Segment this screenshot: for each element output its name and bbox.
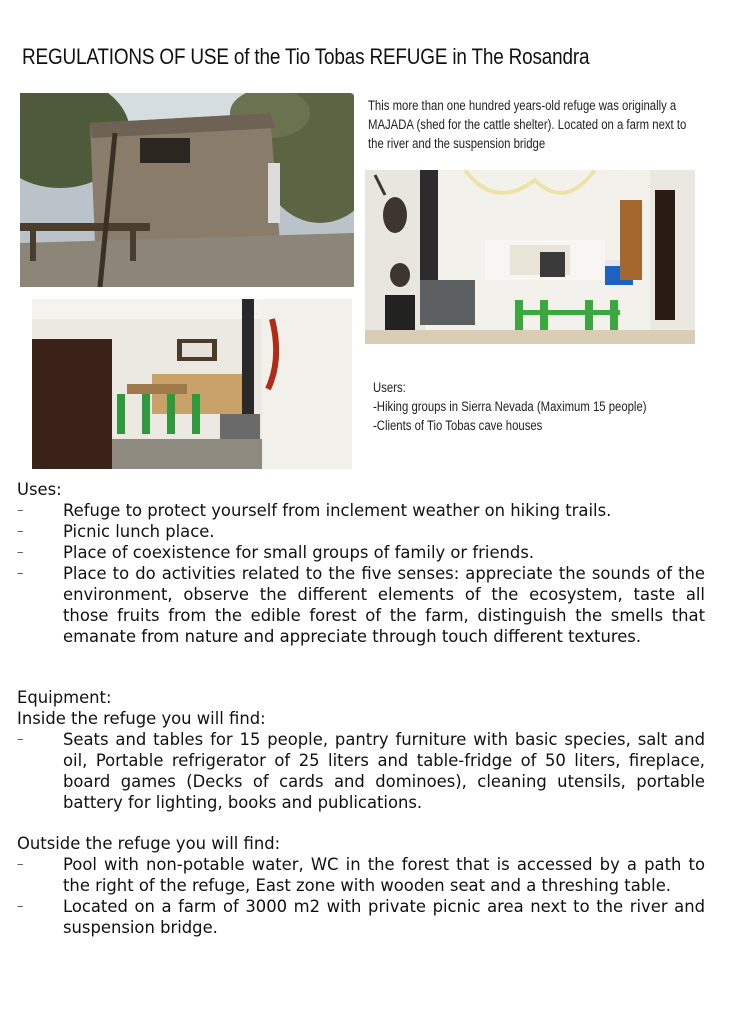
list-item xyxy=(17,896,705,938)
list-item-text: Place of coexistence for small groups of family or friends. xyxy=(63,543,535,562)
equipment-heading: Equipment: xyxy=(17,688,112,707)
users-block xyxy=(373,378,709,435)
uses-heading: Uses: xyxy=(17,480,62,499)
list-item-text: Pool with non-potable water, WC in the forest that is accessed by a path to the right of the refuge, East zone with wooden seat and a threshing table. xyxy=(63,855,705,895)
uses-list xyxy=(17,500,705,647)
list-item-text: Seats and tables for 15 people, pantry furniture with basic species, salt and oil, Portable refrigerator of 25 liters and table-fridge of 50 liters, fireplace, board games (Decks of cards and dominoes), cleaning utensils, portable battery for lighting, books and publications. xyxy=(63,730,705,812)
list-item xyxy=(17,563,705,647)
list-item xyxy=(17,521,705,542)
list-item-text: Picnic lunch place. xyxy=(63,522,215,541)
list-item-text: Refuge to protect yourself from inclement weather on hiking trails. xyxy=(63,501,612,520)
list-item xyxy=(17,729,705,813)
page-title: REGULATIONS OF USE of the Tio Tobas REFUGE in The Rosandra xyxy=(22,44,590,69)
inside-label: Inside the refuge you will find: xyxy=(17,709,266,728)
users-item: -Clients of Tio Tobas cave houses xyxy=(373,418,543,433)
refuge-kitchen-photo xyxy=(32,299,352,469)
outside-list xyxy=(17,854,705,938)
inside-list xyxy=(17,729,705,813)
intro-caption: This more than one hundred years-old refuge was originally a MAJADA (shed for the cattle shelter). Located on a farm next to the river and the suspension bridge xyxy=(368,98,687,151)
list-item-text: Place to do activities related to the five senses: appreciate the sounds of the environment, observe the different elements of the ecosystem, taste all those fruits from the edible forest of the farm, distinguish the smells that emanate from nature and appreciate through touch different textures. xyxy=(63,564,705,646)
list-item xyxy=(17,542,705,563)
list-item xyxy=(17,854,705,896)
users-item: -Hiking groups in Sierra Nevada (Maximum 15 people) xyxy=(373,399,647,414)
refuge-interior-photo xyxy=(365,170,695,344)
users-heading: Users: xyxy=(373,380,406,395)
list-item-text: Located on a farm of 3000 m2 with private picnic area next to the river and suspension bridge. xyxy=(63,897,705,937)
outside-label: Outside the refuge you will find: xyxy=(17,834,281,853)
list-item xyxy=(17,500,705,521)
refuge-exterior-photo xyxy=(20,93,354,287)
